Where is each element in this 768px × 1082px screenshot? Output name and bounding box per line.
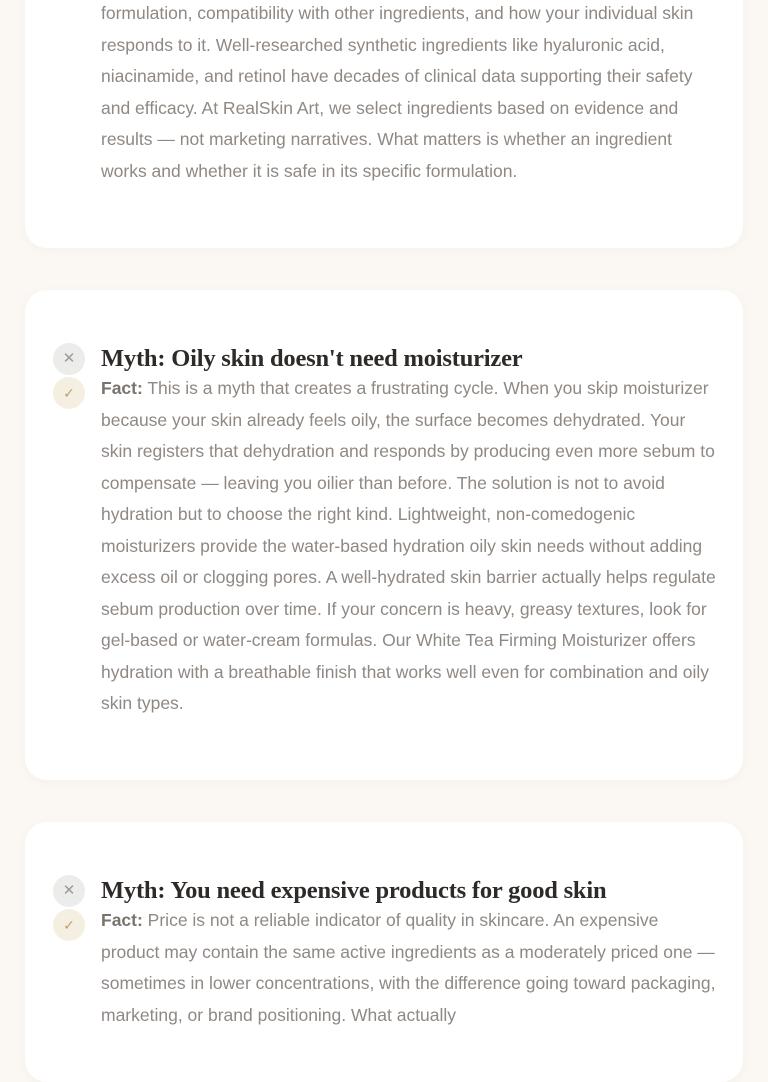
fact-body: Price is not a reliable indicator of quality in skincare. An expensive product may contain the same active ingredients as a moderately priced one — sometimes in lower concentrations, with the difference going toward packaging, marketing, or brand positioning. What actually: [101, 910, 716, 1025]
x-icon: ✕: [53, 343, 85, 375]
fact-text: [101, 0, 721, 187]
fact-body: This is a myth that creates a frustrating cycle. When you skip moisturizer because your skin already feels oily, the surface becomes dehydrated. Your skin registers that dehydration and responds by producing even more sebum to compensate — leaving you oilier than before. The solution is not to avoid hydration but to choose the right kind. Lightweight, non-comedogenic moisturizers provide the water-based hydration oily skin needs without adding excess oil or clogging pores. A well-hydrated skin barrier actually helps regulate sebum production over time. If your concern is heavy, greasy textures, look for gel-based or water-cream formulas. Our White Tea Firming Moisturizer offers hydration with a breathable finish that works well even for combination and oily skin types.: [101, 378, 716, 713]
myth-card: [25, 822, 743, 1082]
myth-title: Myth: Oily skin doesn't need moisturizer: [101, 344, 523, 372]
fact-label: Fact:: [101, 910, 143, 930]
fact-body: formulation, compatibility with other ingredients, and how your individual skin responds to it. Well-researched synthetic ingredients like hyaluronic acid, niacinamide, and retinol have decades of clinical data supporting their safety and efficacy. At RealSkin Art, we select ingredients based on evidence and results — not marketing narratives. What matters is whether an ingredient works and whether it is safe in its specific formulation.: [101, 3, 694, 181]
myth-title: Myth: You need expensive products for good skin: [101, 876, 607, 904]
myth-card: [25, 0, 743, 248]
fact-label: Fact:: [101, 378, 143, 398]
fact-text: [101, 373, 721, 720]
myth-card: [25, 290, 743, 780]
x-icon: ✕: [53, 875, 85, 907]
check-icon: ✓: [53, 909, 85, 941]
fact-text: [101, 905, 721, 1031]
check-icon: ✓: [53, 377, 85, 409]
